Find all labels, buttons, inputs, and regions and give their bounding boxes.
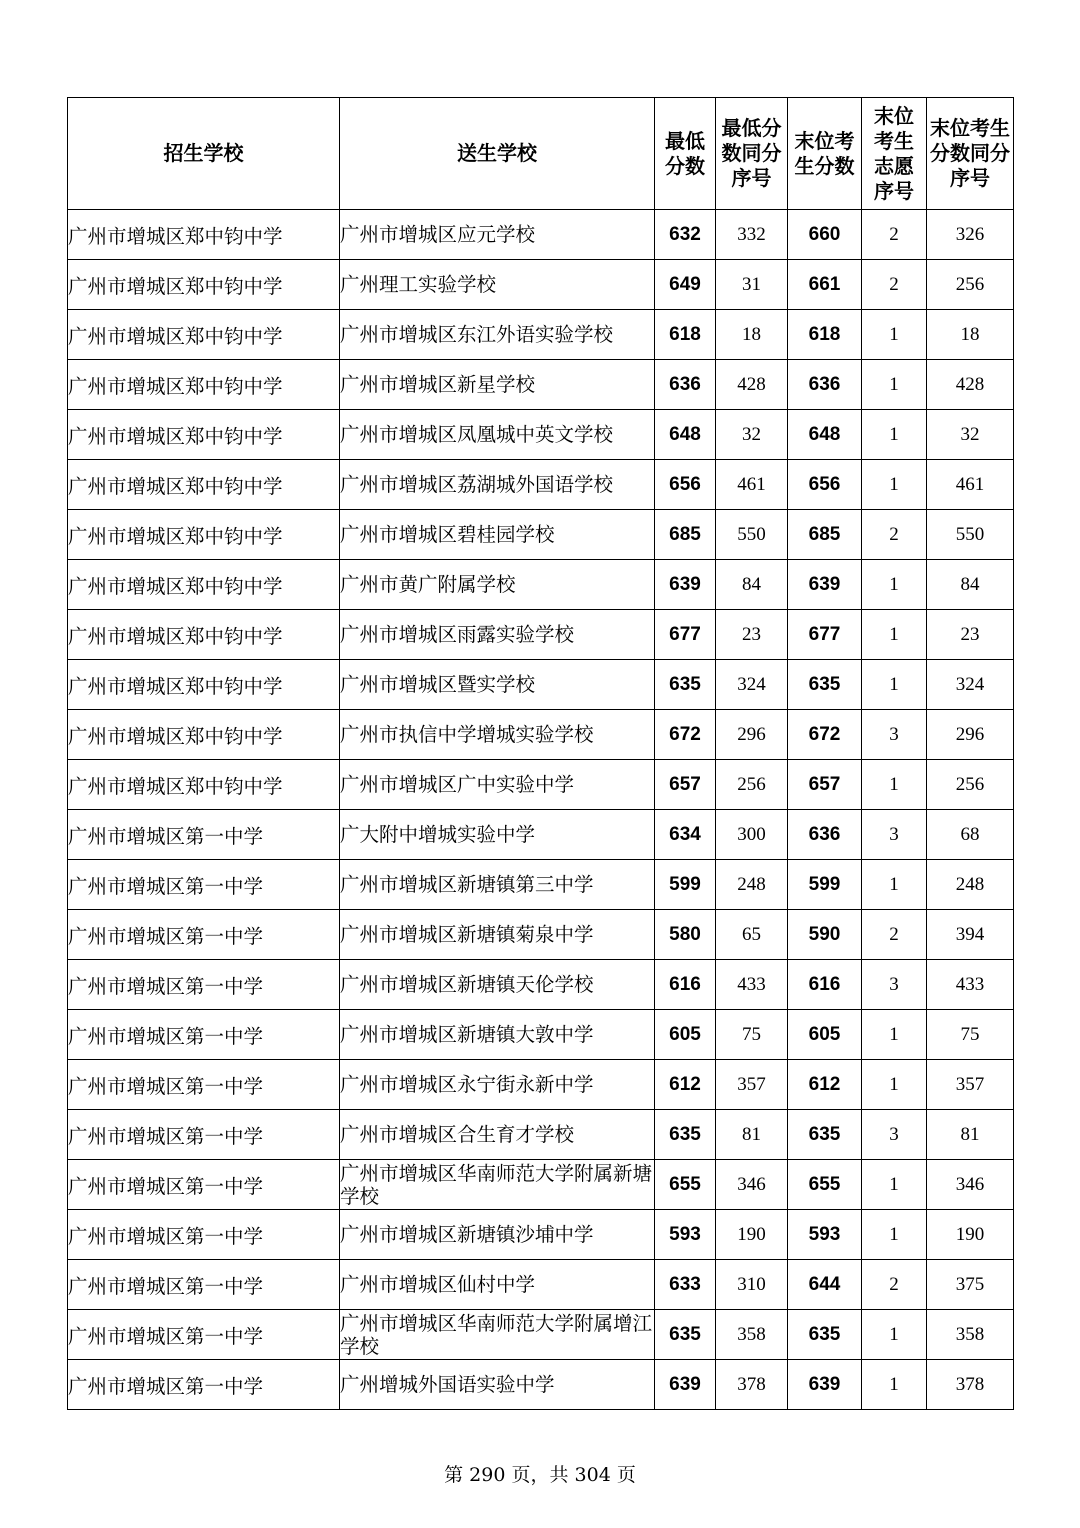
min-score-tie-rank-cell: 32 bbox=[716, 410, 788, 460]
sending-school-cell: 广州市增城区东江外语实验学校 bbox=[340, 310, 655, 360]
header-line: 志愿 bbox=[874, 153, 914, 178]
header-sending-school bbox=[340, 98, 655, 210]
preference-rank-cell: 2 bbox=[862, 1260, 927, 1310]
tie-rank-cell: 32 bbox=[927, 410, 1014, 460]
tie-rank-cell: 461 bbox=[927, 460, 1014, 510]
preference-rank-cell: 1 bbox=[862, 1360, 927, 1410]
min-score-cell: 635 bbox=[655, 1310, 716, 1360]
tie-rank-cell: 248 bbox=[927, 860, 1014, 910]
min-score-tie-rank-cell: 65 bbox=[716, 910, 788, 960]
tie-rank-cell: 81 bbox=[927, 1110, 1014, 1160]
sending-school-cell: 广州增城外国语实验中学 bbox=[340, 1360, 655, 1410]
preference-rank-cell: 1 bbox=[862, 1310, 927, 1360]
admitting-school-cell: 广州市增城区第一中学 bbox=[68, 1010, 340, 1060]
min-score-cell: 656 bbox=[655, 460, 716, 510]
header-admitting-school bbox=[68, 98, 340, 210]
table-row bbox=[68, 1210, 1014, 1260]
header-line: 分数同分 bbox=[930, 141, 1010, 165]
table-row bbox=[68, 960, 1014, 1010]
last-candidate-score-cell: 635 bbox=[788, 660, 862, 710]
tie-rank-cell: 324 bbox=[927, 660, 1014, 710]
header-line: 分数 bbox=[665, 153, 705, 178]
min-score-tie-rank-cell: 18 bbox=[716, 310, 788, 360]
min-score-cell: 639 bbox=[655, 1360, 716, 1410]
min-score-cell: 618 bbox=[655, 310, 716, 360]
preference-rank-cell: 1 bbox=[862, 1210, 927, 1260]
preference-rank-cell: 3 bbox=[862, 960, 927, 1010]
table-body bbox=[68, 210, 1014, 1410]
table-header-row bbox=[68, 98, 1014, 210]
min-score-tie-rank-cell: 23 bbox=[716, 610, 788, 660]
header-line: 生分数 bbox=[794, 153, 855, 178]
admitting-school-cell: 广州市增城区郑中钧中学 bbox=[68, 260, 340, 310]
tie-rank-cell: 23 bbox=[927, 610, 1014, 660]
header-line: 最低 bbox=[665, 128, 705, 153]
preference-rank-cell: 3 bbox=[862, 810, 927, 860]
admitting-school-cell: 广州市增城区郑中钧中学 bbox=[68, 760, 340, 810]
admitting-school-cell: 广州市增城区郑中钧中学 bbox=[68, 660, 340, 710]
preference-rank-cell: 1 bbox=[862, 760, 927, 810]
min-score-tie-rank-cell: 310 bbox=[716, 1260, 788, 1310]
min-score-cell: 634 bbox=[655, 810, 716, 860]
last-candidate-score-cell: 685 bbox=[788, 510, 862, 560]
min-score-cell: 616 bbox=[655, 960, 716, 1010]
header-min-score bbox=[655, 98, 716, 210]
table-row bbox=[68, 510, 1014, 560]
min-score-cell: 633 bbox=[655, 1260, 716, 1310]
sending-school-cell: 广州市增城区荔湖城外国语学校 bbox=[340, 460, 655, 510]
admitting-school-cell: 广州市增城区第一中学 bbox=[68, 910, 340, 960]
admitting-school-cell: 广州市增城区第一中学 bbox=[68, 1210, 340, 1260]
sending-school-cell: 广大附中增城实验中学 bbox=[340, 810, 655, 860]
table-row bbox=[68, 610, 1014, 660]
header-line: 招生学校 bbox=[163, 141, 244, 165]
header-line: 序号 bbox=[731, 166, 772, 190]
admitting-school-cell: 广州市增城区第一中学 bbox=[68, 1160, 340, 1210]
last-candidate-score-cell: 593 bbox=[788, 1210, 862, 1260]
table-row bbox=[68, 1160, 1014, 1210]
tie-rank-cell: 84 bbox=[927, 560, 1014, 610]
tie-rank-cell: 358 bbox=[927, 1310, 1014, 1360]
min-score-cell: 599 bbox=[655, 860, 716, 910]
tie-rank-cell: 375 bbox=[927, 1260, 1014, 1310]
last-candidate-score-cell: 639 bbox=[788, 1360, 862, 1410]
min-score-tie-rank-cell: 357 bbox=[716, 1060, 788, 1110]
min-score-cell: 605 bbox=[655, 1010, 716, 1060]
tie-rank-cell: 357 bbox=[927, 1060, 1014, 1110]
min-score-tie-rank-cell: 190 bbox=[716, 1210, 788, 1260]
header-line: 送生学校 bbox=[457, 141, 537, 165]
min-score-tie-rank-cell: 31 bbox=[716, 260, 788, 310]
min-score-tie-rank-cell: 346 bbox=[716, 1160, 788, 1210]
preference-rank-cell: 1 bbox=[862, 1010, 927, 1060]
sending-school-cell: 广州市增城区应元学校 bbox=[340, 210, 655, 260]
admitting-school-cell: 广州市增城区第一中学 bbox=[68, 1260, 340, 1310]
min-score-tie-rank-cell: 332 bbox=[716, 210, 788, 260]
min-score-cell: 672 bbox=[655, 710, 716, 760]
preference-rank-cell: 2 bbox=[862, 510, 927, 560]
last-candidate-score-cell: 605 bbox=[788, 1010, 862, 1060]
table-row bbox=[68, 1060, 1014, 1110]
tie-rank-cell: 326 bbox=[927, 210, 1014, 260]
admitting-school-cell: 广州市增城区郑中钧中学 bbox=[68, 360, 340, 410]
preference-rank-cell: 1 bbox=[862, 410, 927, 460]
table-row bbox=[68, 310, 1014, 360]
table-row bbox=[68, 560, 1014, 610]
sending-school-cell: 广州市增城区仙村中学 bbox=[340, 1260, 655, 1310]
tie-rank-cell: 433 bbox=[927, 960, 1014, 1010]
tie-rank-cell: 428 bbox=[927, 360, 1014, 410]
sending-school-cell: 广州理工实验学校 bbox=[340, 260, 655, 310]
tie-rank-cell: 394 bbox=[927, 910, 1014, 960]
admission-table bbox=[67, 97, 1014, 1410]
tie-rank-cell: 190 bbox=[927, 1210, 1014, 1260]
admitting-school-cell: 广州市增城区郑中钧中学 bbox=[68, 510, 340, 560]
min-score-cell: 685 bbox=[655, 510, 716, 560]
min-score-tie-rank-cell: 358 bbox=[716, 1310, 788, 1360]
last-candidate-score-cell: 657 bbox=[788, 760, 862, 810]
sending-school-cell: 广州市黄广附属学校 bbox=[340, 560, 655, 610]
preference-rank-cell: 1 bbox=[862, 360, 927, 410]
admitting-school-cell: 广州市增城区郑中钧中学 bbox=[68, 610, 340, 660]
tie-rank-cell: 256 bbox=[927, 260, 1014, 310]
last-candidate-score-cell: 599 bbox=[788, 860, 862, 910]
last-candidate-score-cell: 612 bbox=[788, 1060, 862, 1110]
table-row bbox=[68, 1110, 1014, 1160]
tie-rank-cell: 18 bbox=[927, 310, 1014, 360]
min-score-tie-rank-cell: 378 bbox=[716, 1360, 788, 1410]
sending-school-cell: 广州市增城区新星学校 bbox=[340, 360, 655, 410]
admitting-school-cell: 广州市增城区郑中钧中学 bbox=[68, 710, 340, 760]
sending-school-cell: 广州市增城区新塘镇大敦中学 bbox=[340, 1010, 655, 1060]
min-score-cell: 657 bbox=[655, 760, 716, 810]
min-score-tie-rank-cell: 300 bbox=[716, 810, 788, 860]
header-line: 末位考 bbox=[794, 128, 855, 153]
sending-school-cell: 广州市增城区广中实验中学 bbox=[340, 760, 655, 810]
admitting-school-cell: 广州市增城区第一中学 bbox=[68, 1110, 340, 1160]
last-candidate-score-cell: 660 bbox=[788, 210, 862, 260]
table-row bbox=[68, 760, 1014, 810]
sending-school-cell: 广州市增城区永宁街永新中学 bbox=[340, 1060, 655, 1110]
table-row bbox=[68, 910, 1014, 960]
tie-rank-cell: 68 bbox=[927, 810, 1014, 860]
preference-rank-cell: 1 bbox=[862, 1160, 927, 1210]
min-score-tie-rank-cell: 296 bbox=[716, 710, 788, 760]
min-score-cell: 635 bbox=[655, 660, 716, 710]
last-candidate-score-cell: 661 bbox=[788, 260, 862, 310]
admitting-school-cell: 广州市增城区第一中学 bbox=[68, 1360, 340, 1410]
last-candidate-score-cell: 616 bbox=[788, 960, 862, 1010]
table-row bbox=[68, 860, 1014, 910]
header-last-candidate-tie-rank bbox=[927, 98, 1014, 210]
preference-rank-cell: 3 bbox=[862, 1110, 927, 1160]
min-score-tie-rank-cell: 433 bbox=[716, 960, 788, 1010]
last-candidate-score-cell: 635 bbox=[788, 1310, 862, 1360]
table-row bbox=[68, 360, 1014, 410]
tie-rank-cell: 296 bbox=[927, 710, 1014, 760]
min-score-cell: 648 bbox=[655, 410, 716, 460]
header-min-score-tie-rank bbox=[716, 98, 788, 210]
admitting-school-cell: 广州市增城区郑中钧中学 bbox=[68, 410, 340, 460]
tie-rank-cell: 346 bbox=[927, 1160, 1014, 1210]
header-line: 考生 bbox=[874, 128, 914, 153]
min-score-tie-rank-cell: 84 bbox=[716, 560, 788, 610]
tie-rank-cell: 378 bbox=[927, 1360, 1014, 1410]
preference-rank-cell: 2 bbox=[862, 260, 927, 310]
sending-school-cell: 广州市增城区暨实学校 bbox=[340, 660, 655, 710]
last-candidate-score-cell: 636 bbox=[788, 810, 862, 860]
table-row bbox=[68, 460, 1014, 510]
min-score-cell: 632 bbox=[655, 210, 716, 260]
last-candidate-score-cell: 677 bbox=[788, 610, 862, 660]
sending-school-cell: 广州市增城区华南师范大学附属增江学校 bbox=[340, 1310, 655, 1360]
tie-rank-cell: 75 bbox=[927, 1010, 1014, 1060]
sending-school-cell: 广州市增城区新塘镇天伦学校 bbox=[340, 960, 655, 1010]
min-score-cell: 635 bbox=[655, 1110, 716, 1160]
sending-school-cell: 广州市增城区新塘镇菊泉中学 bbox=[340, 910, 655, 960]
min-score-cell: 636 bbox=[655, 360, 716, 410]
admitting-school-cell: 广州市增城区郑中钧中学 bbox=[68, 210, 340, 260]
last-candidate-score-cell: 648 bbox=[788, 410, 862, 460]
admission-table-page bbox=[67, 97, 1014, 1410]
min-score-cell: 612 bbox=[655, 1060, 716, 1110]
preference-rank-cell: 1 bbox=[862, 610, 927, 660]
table-row bbox=[68, 260, 1014, 310]
last-candidate-score-cell: 636 bbox=[788, 360, 862, 410]
table-row bbox=[68, 1010, 1014, 1060]
last-candidate-score-cell: 655 bbox=[788, 1160, 862, 1210]
min-score-cell: 593 bbox=[655, 1210, 716, 1260]
min-score-tie-rank-cell: 428 bbox=[716, 360, 788, 410]
admitting-school-cell: 广州市增城区第一中学 bbox=[68, 960, 340, 1010]
header-line: 末位考生 bbox=[930, 116, 1010, 140]
last-candidate-score-cell: 590 bbox=[788, 910, 862, 960]
table-row bbox=[68, 810, 1014, 860]
header-line: 末位 bbox=[874, 103, 914, 128]
tie-rank-cell: 550 bbox=[927, 510, 1014, 560]
admitting-school-cell: 广州市增城区郑中钧中学 bbox=[68, 460, 340, 510]
table-row bbox=[68, 1310, 1014, 1360]
preference-rank-cell: 1 bbox=[862, 660, 927, 710]
min-score-cell: 580 bbox=[655, 910, 716, 960]
min-score-cell: 639 bbox=[655, 560, 716, 610]
min-score-cell: 655 bbox=[655, 1160, 716, 1210]
table-row bbox=[68, 410, 1014, 460]
last-candidate-score-cell: 644 bbox=[788, 1260, 862, 1310]
preference-rank-cell: 2 bbox=[862, 910, 927, 960]
preference-rank-cell: 3 bbox=[862, 710, 927, 760]
table-row bbox=[68, 660, 1014, 710]
preference-rank-cell: 1 bbox=[862, 310, 927, 360]
admitting-school-cell: 广州市增城区第一中学 bbox=[68, 1060, 340, 1110]
sending-school-cell: 广州市增城区碧桂园学校 bbox=[340, 510, 655, 560]
header-last-candidate-score bbox=[788, 98, 862, 210]
page-number: 第 290 页，共 304 页 bbox=[444, 1464, 636, 1486]
table-row bbox=[68, 710, 1014, 760]
header-line: 最低分 bbox=[721, 116, 782, 140]
min-score-tie-rank-cell: 461 bbox=[716, 460, 788, 510]
last-candidate-score-cell: 639 bbox=[788, 560, 862, 610]
sending-school-cell: 广州市增城区新塘镇沙埔中学 bbox=[340, 1210, 655, 1260]
min-score-cell: 649 bbox=[655, 260, 716, 310]
preference-rank-cell: 2 bbox=[862, 210, 927, 260]
admitting-school-cell: 广州市增城区第一中学 bbox=[68, 1310, 340, 1360]
admitting-school-cell: 广州市增城区郑中钧中学 bbox=[68, 310, 340, 360]
last-candidate-score-cell: 656 bbox=[788, 460, 862, 510]
table-row bbox=[68, 1360, 1014, 1410]
header-line: 序号 bbox=[874, 178, 914, 203]
admitting-school-cell: 广州市增城区郑中钧中学 bbox=[68, 560, 340, 610]
admitting-school-cell: 广州市增城区第一中学 bbox=[68, 810, 340, 860]
preference-rank-cell: 1 bbox=[862, 460, 927, 510]
sending-school-cell: 广州市增城区合生育才学校 bbox=[340, 1110, 655, 1160]
header-line: 数同分 bbox=[721, 141, 782, 165]
preference-rank-cell: 1 bbox=[862, 1060, 927, 1110]
header-line: 序号 bbox=[950, 166, 990, 190]
tie-rank-cell: 256 bbox=[927, 760, 1014, 810]
sending-school-cell: 广州市增城区新塘镇第三中学 bbox=[340, 860, 655, 910]
sending-school-cell: 广州市增城区雨露实验学校 bbox=[340, 610, 655, 660]
preference-rank-cell: 1 bbox=[862, 560, 927, 610]
preference-rank-cell: 1 bbox=[862, 860, 927, 910]
min-score-tie-rank-cell: 256 bbox=[716, 760, 788, 810]
last-candidate-score-cell: 672 bbox=[788, 710, 862, 760]
min-score-cell: 677 bbox=[655, 610, 716, 660]
min-score-tie-rank-cell: 75 bbox=[716, 1010, 788, 1060]
last-candidate-score-cell: 635 bbox=[788, 1110, 862, 1160]
header-last-candidate-preference-rank bbox=[862, 98, 927, 210]
sending-school-cell: 广州市执信中学增城实验学校 bbox=[340, 710, 655, 760]
min-score-tie-rank-cell: 81 bbox=[716, 1110, 788, 1160]
admitting-school-cell: 广州市增城区第一中学 bbox=[68, 860, 340, 910]
last-candidate-score-cell: 618 bbox=[788, 310, 862, 360]
table-row bbox=[68, 210, 1014, 260]
sending-school-cell: 广州市增城区华南师范大学附属新塘学校 bbox=[340, 1160, 655, 1210]
min-score-tie-rank-cell: 248 bbox=[716, 860, 788, 910]
min-score-tie-rank-cell: 324 bbox=[716, 660, 788, 710]
sending-school-cell: 广州市增城区凤凰城中英文学校 bbox=[340, 410, 655, 460]
table-row bbox=[68, 1260, 1014, 1310]
min-score-tie-rank-cell: 550 bbox=[716, 510, 788, 560]
